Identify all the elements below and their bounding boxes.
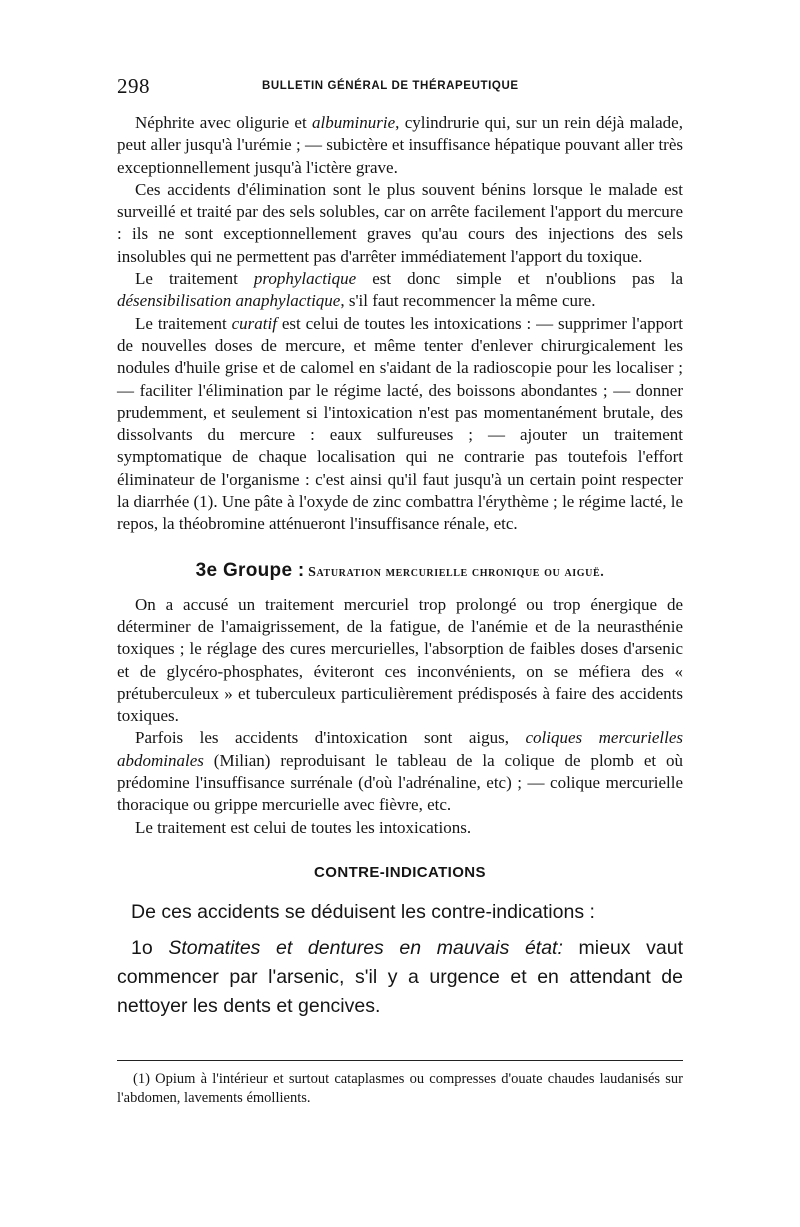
italic-term: prophylactique bbox=[253, 269, 357, 289]
paragraph-nephrite bbox=[117, 112, 683, 179]
text-run: Le traitement bbox=[135, 313, 232, 333]
italic-term: curatif bbox=[231, 313, 277, 333]
footnote: (1) Opium à l'intérieur et surtout cataplasmes ou compresses d'ouate chaudes laudanisés sur l'abdomen, lavements émollients. bbox=[117, 1071, 683, 1106]
paragraph-saturation: On a accusé un traitement mercuriel trop prolongé ou trop énergique de déterminer de l'amaigrissement, de la fatigue, de l'anémie et de la neurasthénie toxiques ; le réglage des cures mercurielles, l'absorption de faibles doses d'arsenic et de glycéro-phosphates, éviteront ces inconvénients, on se méfiera des « prétuberculeux » et tuberculeux particulièrement prédisposés à faire des accidents toxiques. bbox=[117, 594, 683, 726]
running-title: BULLETIN GÉNÉRAL DE THÉRAPEUTIQUE bbox=[262, 80, 519, 92]
text-run: , cylindrurie qui, sur un rein déjà malade, peut aller jusqu'à l'urémie ; — subictère et insuffisance hépatique pouvant aller très exceptionnellement jusqu'à l'ictère grave. bbox=[117, 113, 683, 177]
section-heading-groupe-3 bbox=[117, 560, 683, 582]
group-label: 3e Groupe : bbox=[195, 559, 305, 581]
item-number: 1o bbox=[131, 936, 169, 959]
text-run: est celui de toutes les intoxications : — supprimer l'apport de nouvelles doses de mercure, et même tenter d'enlever chirurgicalement les nodules d'huile grise et de calomel en s'aidant de la radioscopie pour les localiser ; — faciliter l'élimination par le régime lacté, des boissons abondantes ; — donner prudemment, et seulement si l'intoxication n'est pas momentanément brutale, des dissolvants du mercure : eaux sulfureuses ; — ajouter un traitement symptomatique de chaque localisation qui ne contrarie pas toutefois l'effort éliminateur de l'organisme : c'est ainsi qu'il faut jusqu'à un certain point respecter la diarrhée (1). Une pâte à l'oxyde de zinc combattra l'érythème ; le régime lacté, le repos, la théobromine atténueront l'insuffisance rénale, etc. bbox=[117, 313, 683, 534]
paragraph-traitement-curatif bbox=[117, 313, 683, 536]
paragraph-contre-indications-intro: De ces accidents se déduisent les contre-indications : bbox=[131, 900, 595, 923]
body-text bbox=[117, 112, 683, 1021]
section-heading-contre-indications: CONTRE-INDICATIONS bbox=[314, 863, 486, 881]
italic-term: albuminurie bbox=[312, 113, 396, 132]
text-run: mieux vaut commencer par l'arsenic, s'il y a urgence et en attendant de nettoyer les dents et gencives. bbox=[117, 936, 684, 1017]
group-title: Saturation mercurielle chronique ou aiguë. bbox=[308, 564, 605, 580]
text-run: est donc simple et n'oublions pas la bbox=[356, 269, 683, 289]
text-run: Parfois les accidents d'intoxication sont aigus, bbox=[135, 728, 526, 748]
paragraph-traitement-prophylactique bbox=[117, 268, 683, 313]
italic-term: coliques mercurielles abdominales bbox=[117, 728, 683, 770]
text-run: Néphrite avec oligurie et bbox=[135, 113, 313, 132]
running-head bbox=[117, 72, 685, 102]
italic-term: Stomatites et dentures en mauvais état: bbox=[168, 936, 563, 959]
text-run: (Milian) reproduisant le tableau de la colique de plomb et où prédomine l'insuffisance surrénale (d'où l'adrénaline, etc) ; — colique mercurielle thoracique ou grippe mercurielle avec fièvre, etc. bbox=[117, 750, 683, 815]
paragraph-accidents-aigus bbox=[117, 727, 683, 816]
list-item-stomatites bbox=[117, 934, 683, 1021]
paragraph-traitement-intoxications: Le traitement est celui de toutes les intoxications. bbox=[135, 817, 472, 837]
text-run: Le traitement bbox=[135, 269, 254, 289]
italic-term: désensibilisation anaphylactique bbox=[117, 291, 341, 311]
page-number: 298 bbox=[117, 74, 150, 98]
paragraph-accidents-elimination: Ces accidents d'élimination sont le plus souvent bénins lorsque le malade est surveillé et traité par des sels solubles, car on arrête facilement l'apport du mercure : ils ne sont exceptionnellement graves qu'au cours des injections des sels insolubles qui ne permettent pas d'arrêter immédiatement l'apport du toxique. bbox=[117, 179, 683, 266]
text-run: , s'il faut recommencer la même cure. bbox=[340, 291, 596, 311]
footnote-rule bbox=[117, 1060, 683, 1061]
